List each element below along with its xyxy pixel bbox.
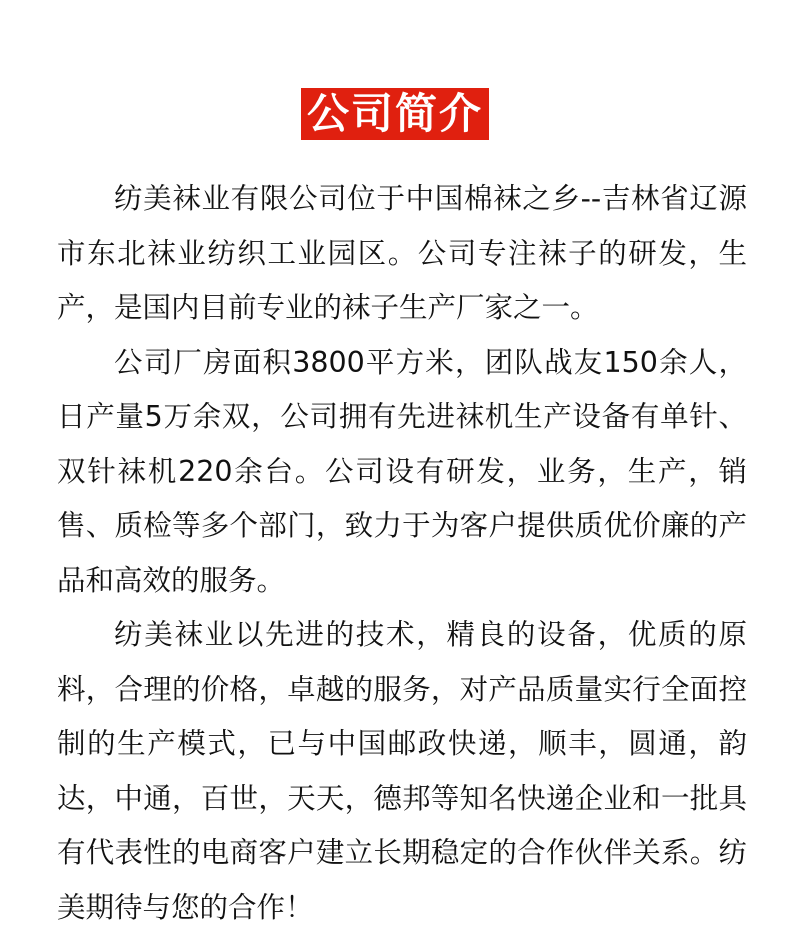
intro-paragraph-location: 纺美袜业有限公司位于中国棉袜之乡--吉林省辽源市东北袜业纺织工业园区。公司专注袜子的研发，生产，是国内目前专业的袜子生产厂家之一。 <box>57 182 747 324</box>
title-container <box>0 88 790 140</box>
page-title: 公司简介 <box>301 88 489 140</box>
intro-paragraph-partners: 纺美袜业以先进的技术，精良的设备，优质的原料，合理的价格，卓越的服务，对产品质量实行全面控制的生产模式，已与中国邮政快递，顺丰，圆通，韵达，中通，百世，天天，德邦等知名快递企业和一批具有代表性的电商客户建立长期稳定的合作伙伴关系。纺美期待与您的合作！ <box>57 618 747 924</box>
intro-paragraph-capacity: 公司厂房面积3800平方米，团队战友150余人，日产量5万余双，公司拥有先进袜机生产设备有单针、双针袜机220余台。公司设有研发，业务，生产，销售、质检等多个部门，致力于为客户提供质优价廉的产品和高效的服务。 <box>57 345 747 597</box>
company-intro-body <box>57 172 747 935</box>
